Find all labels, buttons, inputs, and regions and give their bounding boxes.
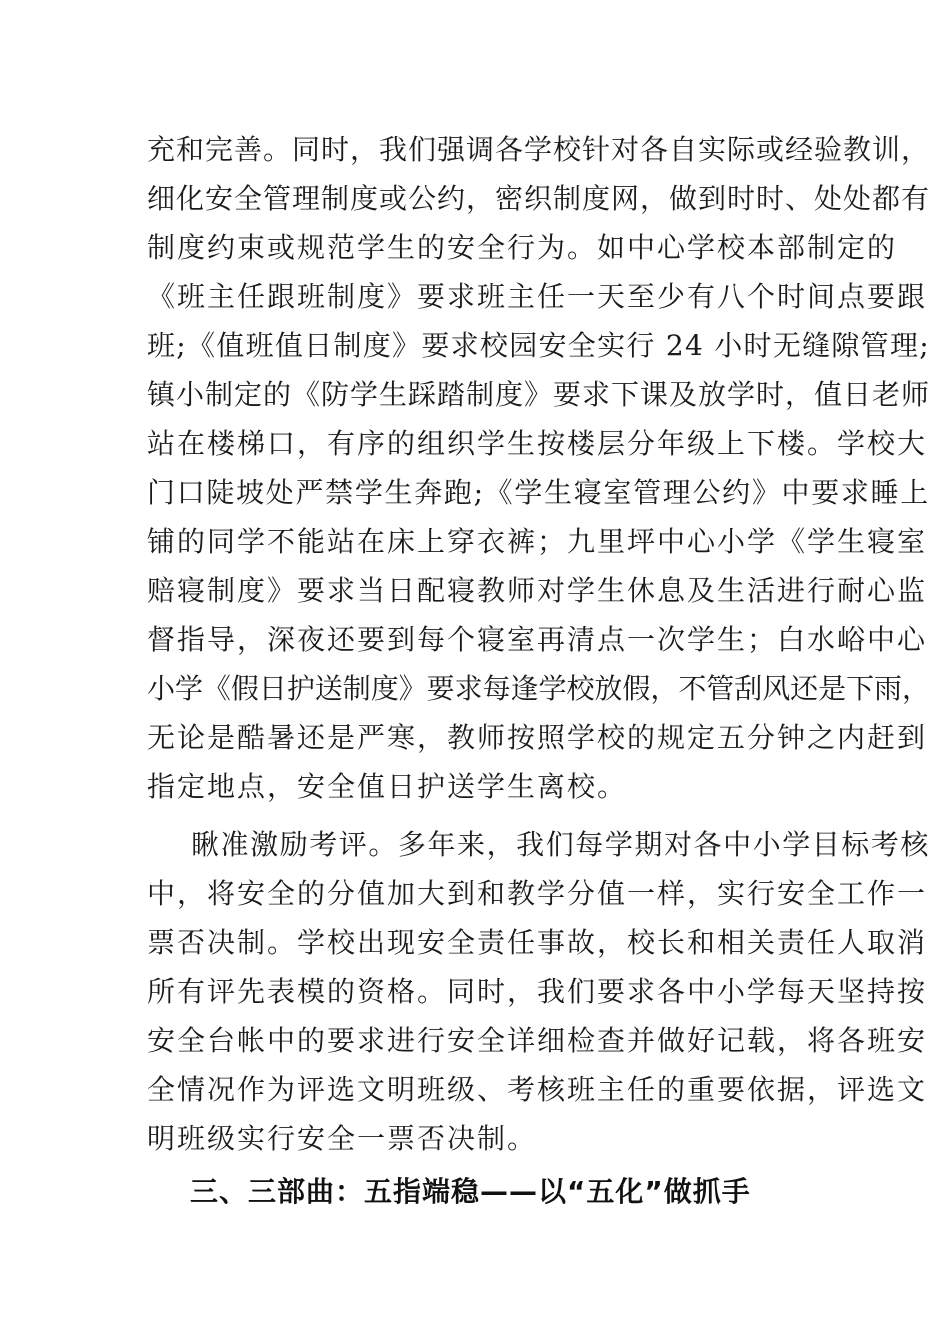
paragraph-line: 票否决制。学校出现安全责任事故，校长和相关责任人取消	[147, 926, 928, 959]
section-heading: 三、三部曲：五指端稳——以“五化”做抓手	[190, 1175, 751, 1208]
paragraph-line: 无论是酷暑还是严寒，教师按照学校的规定五分钟之内赶到	[147, 721, 928, 754]
paragraph-line: 班;《值班值日制度》要求校园安全实行 24 小时无缝隙管理;	[147, 329, 930, 362]
paragraph-line: 细化安全管理制度或公约，密织制度网，做到时时、处处都有	[147, 182, 930, 215]
paragraph-line: 充和完善。同时，我们强调各学校针对各自实际或经验教训，	[147, 133, 930, 166]
paragraph-line: 《班主任跟班制度》要求班主任一天至少有八个时间点要跟	[147, 280, 928, 313]
paragraph-line: 指定地点，安全值日护送学生离校。	[147, 770, 628, 803]
paragraph-line: 镇小制定的《防学生踩踏制度》要求下课及放学时，值日老师	[147, 378, 930, 411]
paragraph-line: 站在楼梯口，有序的组织学生按楼层分年级上下楼。学校大	[147, 427, 928, 460]
paragraph-line: 中，将安全的分值加大到和教学分值一样，实行安全工作一	[147, 877, 928, 910]
paragraph-line: 赔寝制度》要求当日配寝教师对学生休息及生活进行耐心监	[147, 574, 928, 607]
paragraph-line: 督指导，深夜还要到每个寝室再清点一次学生；白水峪中心	[147, 623, 928, 656]
paragraph-line: 小学《假日护送制度》要求每逢学校放假，不管刮风还是下雨，	[147, 672, 930, 705]
paragraph-line: 安全台帐中的要求进行安全详细检查并做好记载，将各班安	[147, 1024, 928, 1057]
paragraph-line: 瞅准激励考评。多年来，我们每学期对各中小学目标考核	[191, 828, 930, 861]
paragraph-line: 所有评先表模的资格。同时，我们要求各中小学每天坚持按	[147, 975, 928, 1008]
paragraph-line: 制度约束或规范学生的安全行为。如中心学校本部制定的	[147, 231, 898, 264]
paragraph-line: 门口陡坡处严禁学生奔跑;《学生寝室管理公约》中要求睡上	[147, 476, 930, 509]
paragraph-line: 铺的同学不能站在床上穿衣裤；九里坪中心小学《学生寝室	[147, 525, 928, 558]
paragraph-line: 明班级实行安全一票否决制。	[147, 1122, 538, 1155]
paragraph-line: 全情况作为评选文明班级、考核班主任的重要依据，评选文	[147, 1073, 928, 1106]
